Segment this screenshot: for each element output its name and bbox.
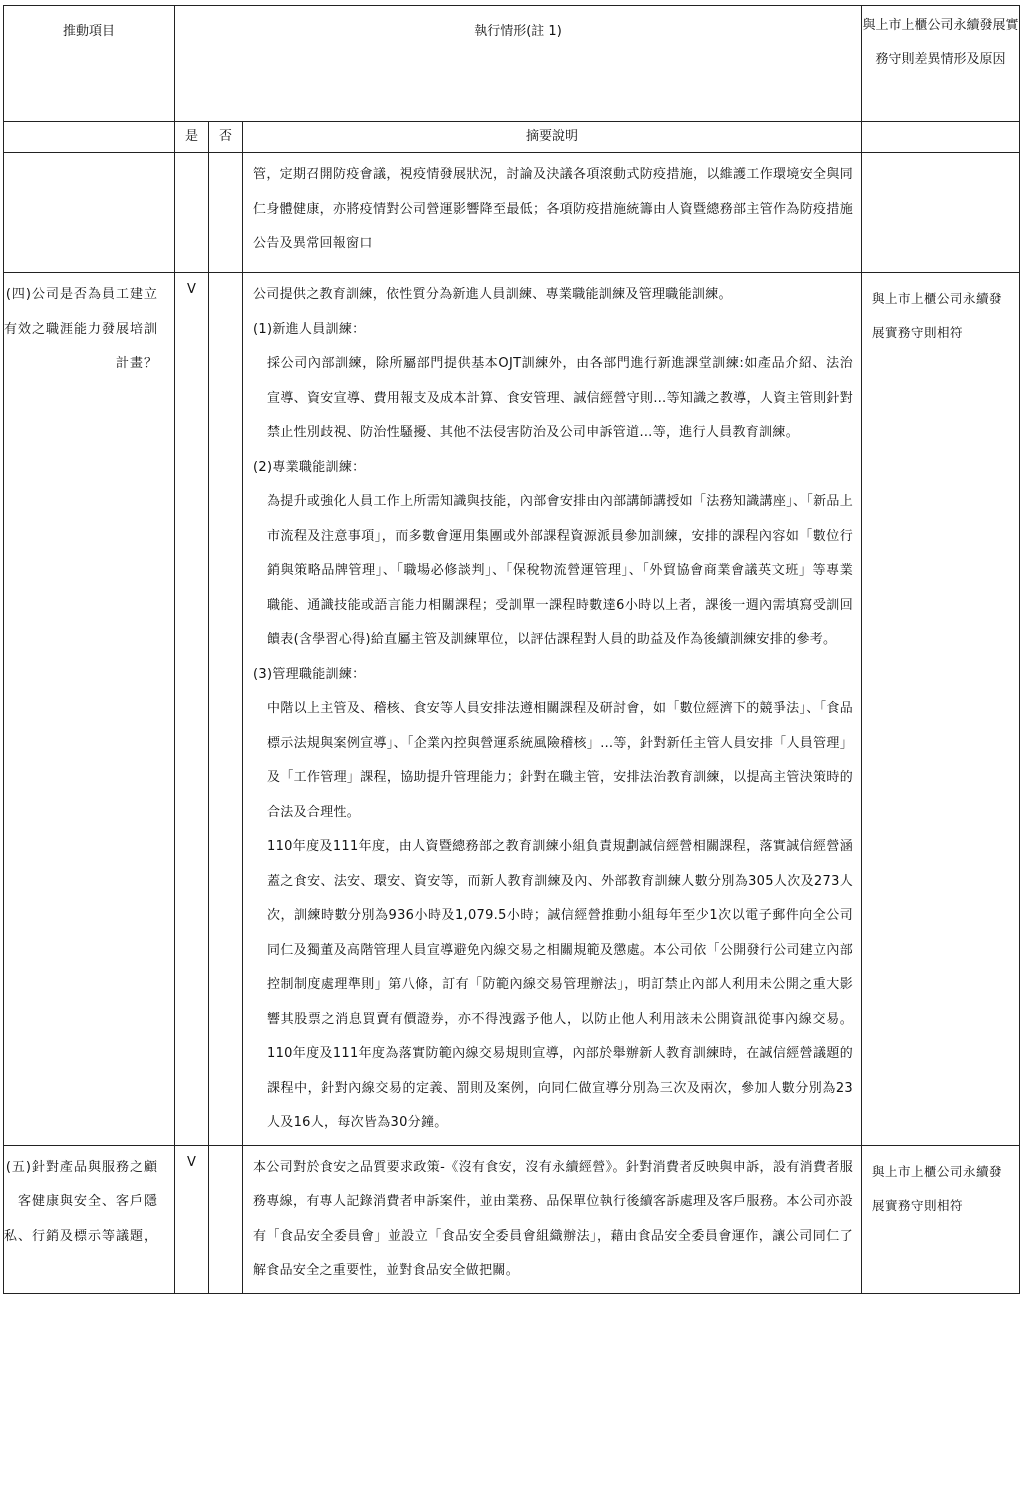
header-no: 否 bbox=[209, 122, 243, 153]
header-row bbox=[4, 6, 1020, 122]
diff-cell: 與上市上櫃公司永續發展實務守則相符 bbox=[862, 1145, 1020, 1293]
table-row bbox=[4, 153, 1020, 273]
no-cell bbox=[209, 273, 243, 1146]
table-row bbox=[4, 273, 1020, 1146]
summary-text: 本公司對於食安之品質要求政策-《沒有食安，沒有永續經營》。針對消費者反映與申訴，設有消費者服務專線，有專人記錄消費者申訴案件，並由業務、品保單位執行後續客訴處理及客戶服務。本公司亦設有「食品安全委員會」並設立「食品安全委員會組織辦法」，藉由食品安全委員會運作，讓公司同仁了解食品安全之重要性，並對食品安全做把關。 bbox=[253, 1159, 854, 1278]
subheader-blank bbox=[4, 122, 175, 153]
header-yes: 是 bbox=[175, 122, 209, 153]
summary-cell bbox=[243, 273, 862, 1146]
item-cell bbox=[4, 273, 175, 1146]
section-heading: (1)新進人員訓練： bbox=[253, 321, 366, 337]
yes-cell bbox=[175, 153, 209, 273]
summary-intro: 公司提供之教育訓練，依性質分為新進人員訓練、專業職能訓練及管理職能訓練。 bbox=[253, 287, 732, 302]
item-cell bbox=[4, 1145, 175, 1293]
header-diff: 與上市上櫃公司永續發展實務守則差異情形及原因 bbox=[862, 6, 1020, 122]
header-exec: 執行情形(註 1) bbox=[175, 6, 862, 122]
section-body: 為提升或強化人員工作上所需知識與技能，內部會安排由內部講師講授如「法務知識講座」、「新品上市流程及注意事項」，而多數會運用集團或外部課程資源派員參加訓練，安排的課程內容如「數位行銷與策略品牌管理」、「職場必修談判」、「保稅物流營運管理」、「外貿協會商業會議英文班」等專業職能、通識技能或語言能力相關課程；受訓單一課程時數達6小時以上者，課後一週內需填寫受訓回饋表(含學習心得)給直屬主管及訓練單位，以評估課程對人員的助益及作為後續訓練安排的參考。 bbox=[267, 494, 854, 647]
header-summary: 摘要說明 bbox=[243, 122, 862, 153]
summary-cell bbox=[243, 153, 862, 273]
no-cell bbox=[209, 1145, 243, 1293]
diff-cell bbox=[862, 153, 1020, 273]
sustainability-practice-table bbox=[3, 5, 1020, 1294]
section-heading: (3)管理職能訓練： bbox=[253, 666, 366, 682]
no-cell bbox=[209, 153, 243, 273]
section-body: 採公司內部訓練，除所屬部門提供基本OJT訓練外，由各部門進行新進課堂訓練:如產品介紹、法治宣導、資安宣導、費用報支及成本計算、食安管理、誠信經營守則…等知識之教導，人資主管則針對禁止性別歧視、防治性騷擾、其他不法侵害防治及公司申訴管道…等，進行人員教育訓練。 bbox=[267, 356, 854, 440]
yes-cell: V bbox=[175, 1145, 209, 1293]
item-text: (四)公司是否為員工建立有效之職涯能力發展培訓計畫？ bbox=[4, 287, 159, 371]
table-row bbox=[4, 1145, 1020, 1293]
section-body: 110年度及111年度，由人資暨總務部之教育訓練小組負責規劃誠信經營相關課程，落實誠信經營涵蓋之食安、法安、環安、資安等，而新人教育訓練及內、外部教育訓練人數分別為305人次及273人次，訓練時數分別為936小時及1,079.5小時；誠信經營推動小組每年至少1次以電子郵件向全公司同仁及獨董及高階管理人員宣導避免內線交易之相關規範及懲處。本公司依「公開發行公司建立內部控制制度處理準則」第八條，訂有「防範內線交易管理辦法」，明訂禁止內部人利用未公開之重大影響其股票之消息買賣有價證券，亦不得洩露予他人，以防止他人利用該未公開資訊從事內線交易。110年度及111年度為落實防範內線交易規則宣導，內部於舉辦新人教育訓練時，在誠信經營議題的課程中，針對內線交易的定義、罰則及案例，向同仁做宣導分別為三次及兩次，參加人數分別為23人及16人，每次皆為30分鐘。 bbox=[267, 839, 854, 1130]
item-cell bbox=[4, 153, 175, 273]
subheader-blank-right bbox=[862, 122, 1020, 153]
diff-cell: 與上市上櫃公司永續發展實務守則相符 bbox=[862, 273, 1020, 1146]
section-body: 中階以上主管及、稽核、食安等人員安排法遵相關課程及研討會，如「數位經濟下的競爭法」、「食品標示法規與案例宣導」、「企業內控與營運系統風險稽核」…等，針對新任主管人員安排「人員管理」及「工作管理」課程，協助提升管理能力；針對在職主管，安排法治教育訓練，以提高主管決策時的合法及合理性。 bbox=[267, 701, 854, 820]
subheader-row bbox=[4, 122, 1020, 153]
header-item: 推動項目 bbox=[4, 6, 175, 122]
summary-text: 管，定期召開防疫會議，視疫情發展狀況，討論及決議各項滾動式防疫措施，以維護工作環境安全與同仁身體健康，亦將疫情對公司營運影響降至最低；各項防疫措施統籌由人資暨總務部主管作為防疫措施公告及異常回報窗口 bbox=[253, 167, 854, 251]
yes-cell: V bbox=[175, 273, 209, 1146]
item-text: (五)針對產品與服務之顧客健康與安全、客戶隱私、行銷及標示等議題， bbox=[4, 1159, 159, 1244]
summary-cell bbox=[243, 1145, 862, 1293]
section-heading: (2)專業職能訓練： bbox=[253, 459, 366, 475]
